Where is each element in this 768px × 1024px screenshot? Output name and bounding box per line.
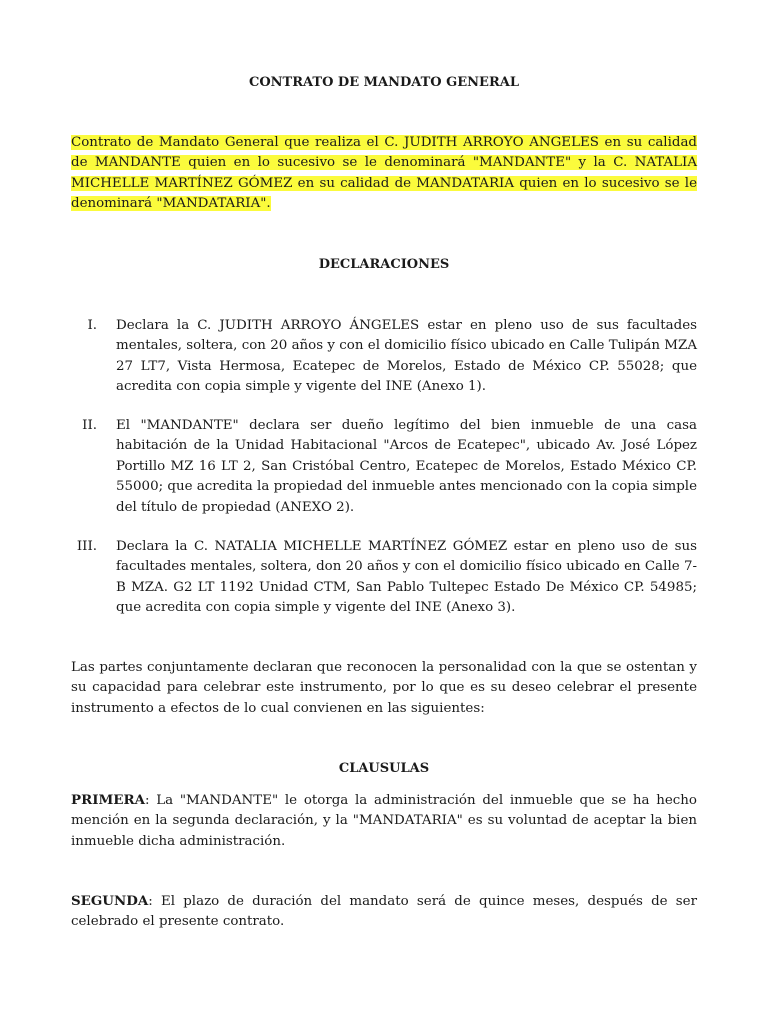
clausula-label: PRIMERA — [71, 792, 146, 808]
clausulas-heading: CLAUSULAS — [338, 761, 430, 776]
declaracion-text: El "MANDANTE" declara ser dueño legítimo del bien inmueble de una casa habitación de la Unidad Habitacional "Arcos de Ecatepec", ubicado Av. José López Portillo MZ 16 LT 2, San Cristóbal Centro, Ecatepec de Morelos, Estado México CP. 55000; que acredita la propiedad del inmueble antes mencionado con la copia simple del título de propiedad (ANEXO 2). — [116, 418, 697, 515]
clausula-text: : La "MANDANTE" le otorga la administración del inmueble que se ha hecho mención en la segunda declaración, y la "MANDATARIA" es su voluntad de aceptar la bien inmueble dicha administración. — [71, 793, 697, 849]
declaracion-number: III. — [76, 539, 97, 554]
intro-highlight: Contrato de Mandato General que realiza el C. JUDITH ARROYO ANGELES en su calidad de MANDANTE quien en lo sucesivo se le denominará "MANDANTE" y la C. NATALIA MICHELLE MARTÍNEZ GÓMEZ en su calidad de MANDATARIA quien en lo sucesivo se le denominará "MANDATARIA". — [71, 135, 697, 212]
declaracion-text: Declara la C. NATALIA MICHELLE MARTÍNEZ GÓMEZ estar en pleno uso de sus facultades mentales, soltera, don 20 años y con el domicilio físico ubicado en Calle 7-B MZA. G2 LT 1192 Unidad CTM, San Pablo Tultepec Estado De México CP. 54985; que acredita con copia simple y vigente del INE (Anexo 3). — [116, 539, 697, 616]
declaracion-number: I. — [87, 318, 97, 333]
clausula-primera — [71, 790, 697, 852]
declaraciones-heading: DECLARACIONES — [318, 257, 450, 272]
partes-paragraph: Las partes conjuntamente declaran que reconocen la personalidad con la que se ostentan y su capacidad para celebrar este instrumento, por lo que es su deseo celebrar el presente instrumento a efectos de lo cual convienen en las siguientes: — [71, 660, 697, 716]
declaracion-text: Declara la C. JUDITH ARROYO ÁNGELES estar en pleno uso de sus facultades mentales, soltera, con 20 años y con el domicilio físico ubicado en Calle Tulipán MZA 27 LT7, Vista Hermosa, Ecatepec de Morelos, Estado de México CP. 55028; que acredita con copia simple y vigente del INE (Anexo 1). — [116, 318, 697, 395]
clausula-label: SEGUNDA — [71, 893, 149, 909]
clausula-text: : El plazo de duración del mandato será de quince meses, después de ser celebrado el presente contrato. — [71, 894, 697, 930]
declaracion-number: II. — [82, 418, 97, 433]
clausula-segunda — [71, 891, 697, 933]
intro-paragraph — [71, 133, 697, 215]
document-title: CONTRATO DE MANDATO GENERAL — [248, 75, 519, 90]
